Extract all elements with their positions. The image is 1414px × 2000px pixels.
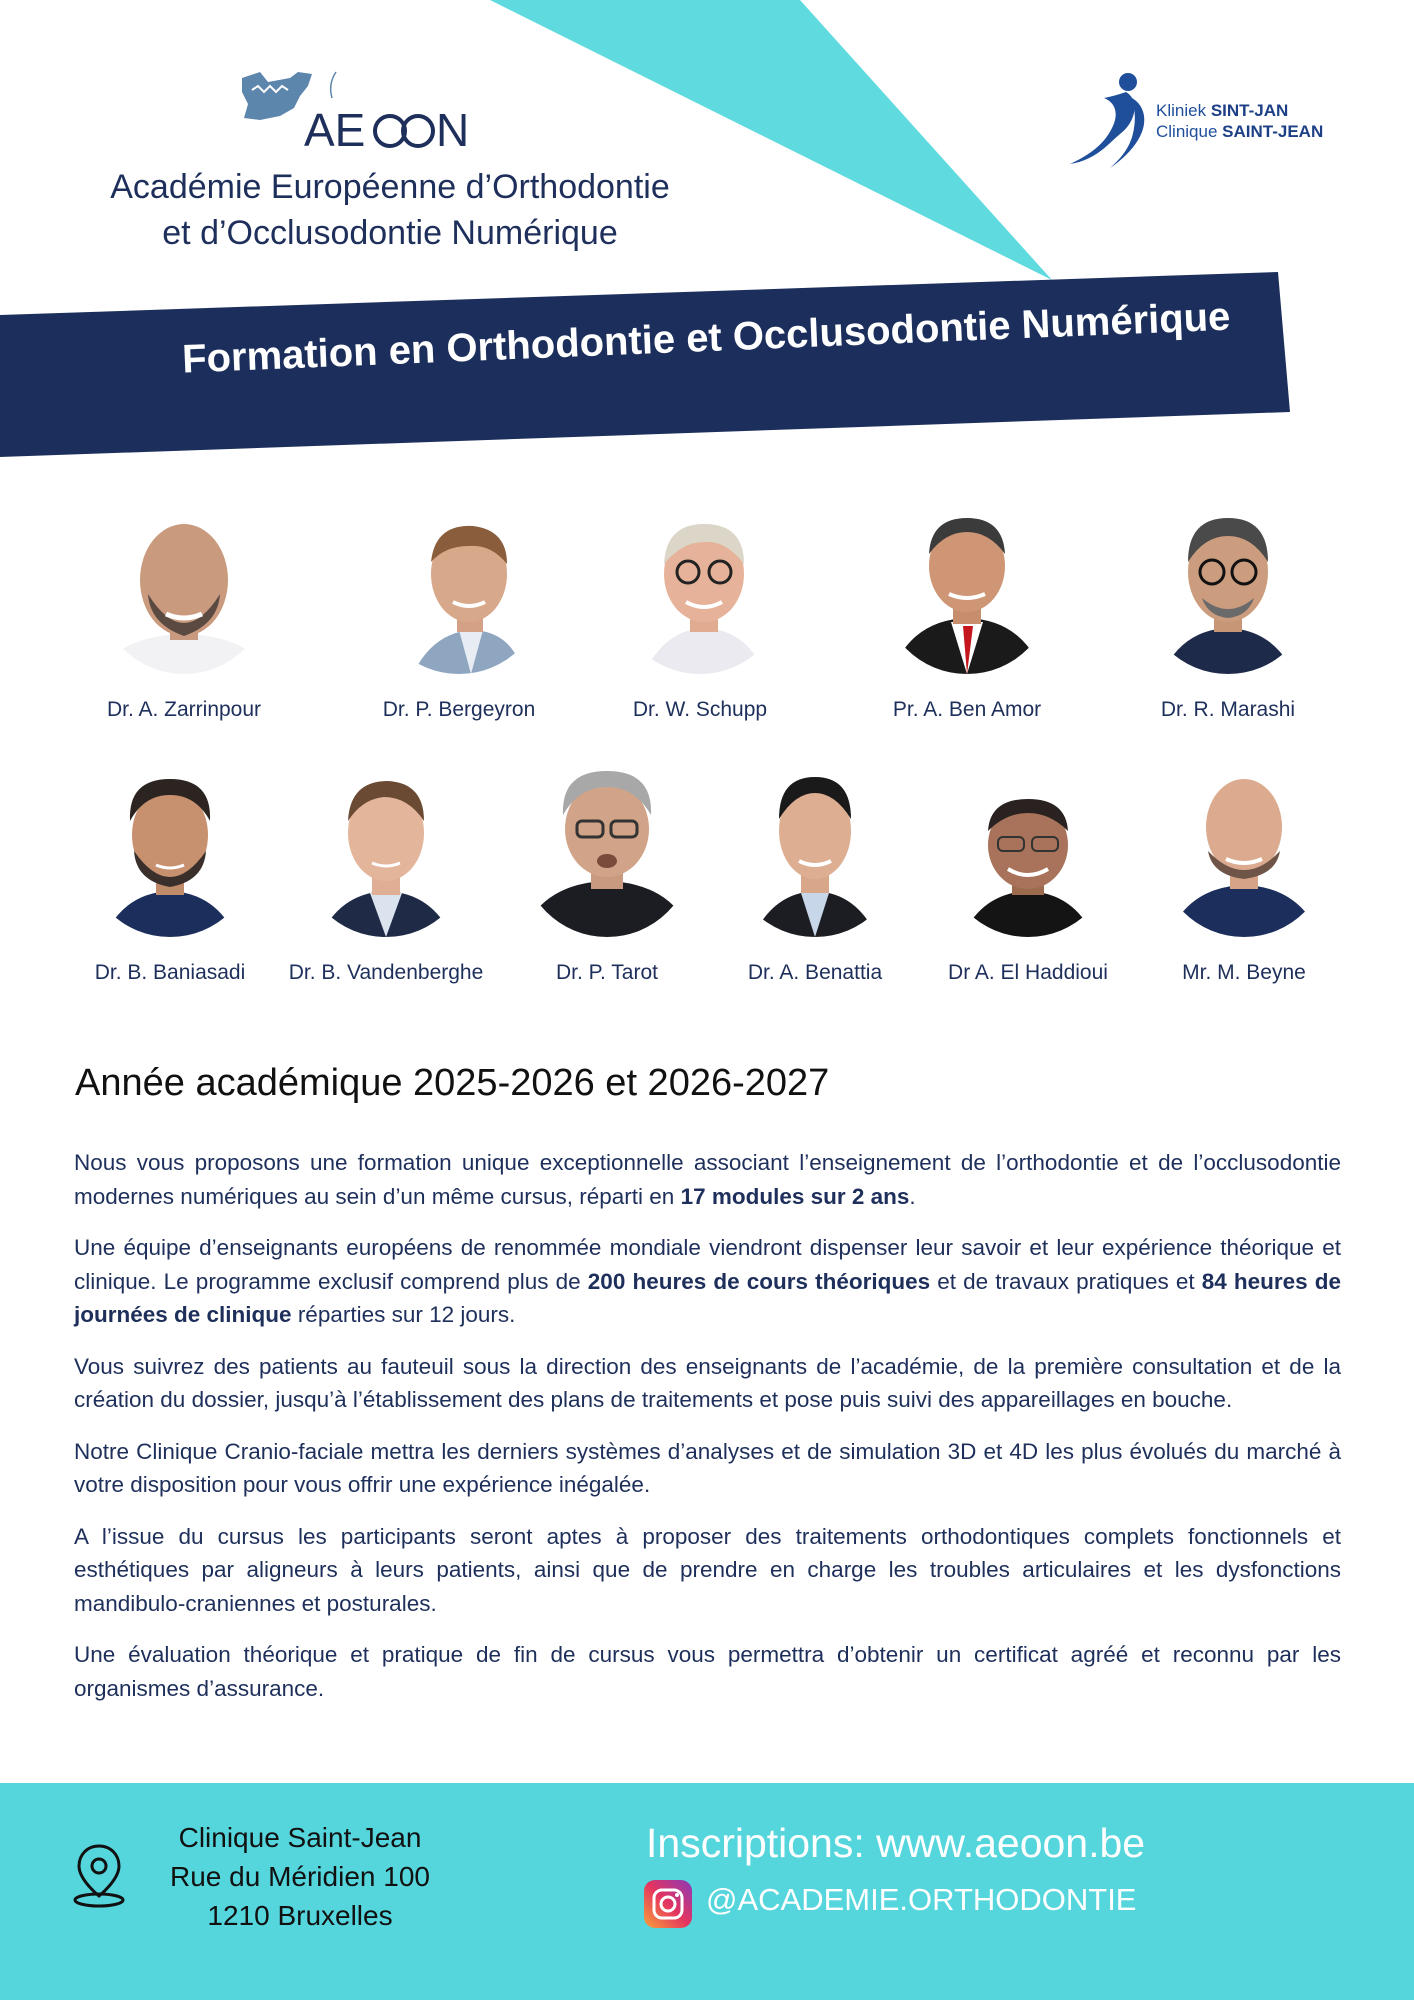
map-pin-icon xyxy=(72,1842,126,1908)
team-member xyxy=(585,502,815,722)
clinic-line2-name: SAINT-JEAN xyxy=(1222,122,1324,141)
portrait-photo xyxy=(521,765,693,937)
team-member xyxy=(271,765,501,985)
team-member xyxy=(492,765,722,985)
portrait-photo xyxy=(1142,502,1314,674)
portrait-photo xyxy=(98,502,270,674)
clinic-line1-prefix: Kliniek xyxy=(1156,101,1211,120)
portrait-photo xyxy=(881,502,1053,674)
team-member xyxy=(69,502,299,722)
member-name: Dr. A. Zarrinpour xyxy=(106,698,262,721)
member-name: Pr. A. Ben Amor xyxy=(892,698,1042,721)
paragraph-team: Une équipe d’enseignants européens de renommée mondiale viendront dispenser leur savoir et leur expérience théorique et clinique. Le programme exclusif comprend plus de 200 heures de cours théoriques et de travaux pratiques et 84 heures de journées de clinique réparties sur 12 jours. xyxy=(74,1235,1341,1327)
address-line2: Rue du Méridien 100 xyxy=(170,1861,430,1892)
svg-text:N: N xyxy=(436,104,470,150)
member-name: Dr. W. Schupp xyxy=(632,698,768,721)
portrait-photo xyxy=(942,765,1114,937)
instagram-handle[interactable]: @ACADEMIE.ORTHODONTIE xyxy=(706,1882,1137,1917)
clinic-name xyxy=(1156,100,1323,142)
portrait-photo xyxy=(729,765,901,937)
member-name: Dr. B. Vandenberghe xyxy=(288,961,484,984)
clinic-address xyxy=(140,1818,460,1935)
clinic-line1-name: SINT-JAN xyxy=(1210,101,1289,120)
address-line3: 1210 Bruxelles xyxy=(207,1900,393,1931)
portrait-photo xyxy=(614,502,786,674)
address-line1: Clinique Saint-Jean xyxy=(178,1822,422,1853)
member-name: Mr. M. Beyne xyxy=(1182,961,1306,984)
portrait-photo xyxy=(84,765,256,937)
clinic-line2-prefix: Clinique xyxy=(1156,122,1223,141)
member-name: Dr. A. Benattia xyxy=(747,961,883,984)
description-text xyxy=(74,1146,1341,1723)
member-name: Dr A. El Haddioui xyxy=(948,961,1108,984)
member-name: Dr. R. Marashi xyxy=(1160,698,1296,721)
svg-text:AE: AE xyxy=(304,104,366,150)
portrait-photo xyxy=(373,502,545,674)
aeoon-logo xyxy=(240,68,490,150)
team-member xyxy=(852,502,1082,722)
portrait-photo xyxy=(1158,765,1330,937)
paragraph-intro: Nous vous proposons une formation unique exceptionnelle associant l’enseignement de l’orthodontie et de l’occlusodontie modernes numériques au sein d’un même cursus, réparti en 17 modules sur 2 ans. xyxy=(74,1150,1341,1209)
member-name: Dr. B. Baniasadi xyxy=(94,961,246,984)
member-name: Dr. P. Tarot xyxy=(556,961,658,984)
academic-year-title: Année académique 2025-2026 et 2026-2027 xyxy=(75,1062,830,1104)
portrait-photo xyxy=(300,765,472,937)
academy-name xyxy=(60,164,720,256)
inscriptions-link[interactable]: Inscriptions: www.aeoon.be xyxy=(646,1820,1146,1866)
academy-name-line2: et d’Occlusodontie Numérique xyxy=(162,214,618,252)
paragraph-patients: Vous suivrez des patients au fauteuil sous la direction des enseignants de l’académie, de la première consultation et de la création du dossier, jusqu’à l’établissement des plans de traitements et pose puis suivi des appareillages en bouche. xyxy=(74,1353,1341,1412)
banner-title: Formation en Orthodontie et Occlusodontie Numérique xyxy=(181,294,1232,382)
team-member xyxy=(1113,502,1343,722)
paragraph-certificate: Une évaluation théorique et pratique de fin de cursus vous permettra d’obtenir un certificat agréé et reconnu par les organismes d’assurance. xyxy=(74,1642,1341,1701)
paragraph-outcomes: A l’issue du cursus les participants seront aptes à proposer des traitements orthodontiques complets fonctionnels et esthétiques par aligneurs à leurs patients, ainsi que de prendre en charge les troubles articulaires et les dysfonctions mandibulo-craniennes et posturales. xyxy=(74,1523,1341,1616)
academy-name-line1: Académie Européenne d’Orthodontie xyxy=(110,168,670,206)
team-member xyxy=(700,765,930,985)
team-member xyxy=(913,765,1143,985)
team-member xyxy=(344,502,574,722)
team-member xyxy=(55,765,285,985)
member-name: Dr. P. Bergeyron xyxy=(382,698,536,721)
paragraph-clinic: Notre Clinique Cranio-faciale mettra les derniers systèmes d’analyses et de simulation 3D et 4D les plus évolués du marché à votre disposition pour vous offrir une expérience inégalée. xyxy=(74,1438,1341,1497)
team-member xyxy=(1129,765,1359,985)
instagram-icon[interactable] xyxy=(644,1880,692,1928)
